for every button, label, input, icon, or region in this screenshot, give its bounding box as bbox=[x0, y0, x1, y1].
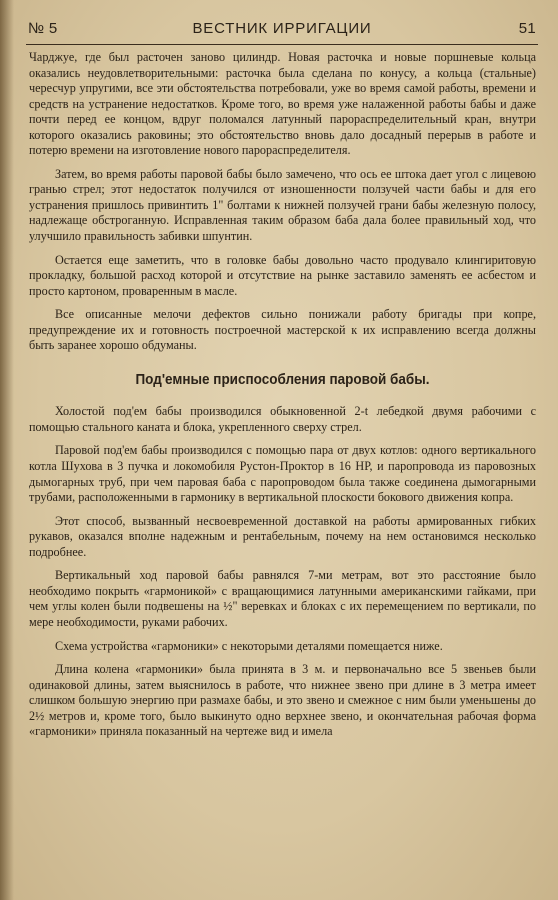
paragraph: Затем, во время работы паровой бабы было замечено, что ось ее штока дает угол с лицевою гранью стрел; этот недостаток получился от изношенности ползучей части бабы и для его устранения пришлось привинтить 1" болтами к нижней ползучей грани бабы железную полосу, надлежаще обстроганную. Исправленная таким образом баба дала более правильный ход, что улучшило правильность забивки шпунтин. bbox=[29, 166, 536, 244]
paragraph: Остается еще заметить, что в головке бабы довольно часто продувало клингиритовую прокладку, большой расход которой и отсутствие на рынке заставило заменять ее асбестом и просто картоном, проваренным в масле. bbox=[29, 252, 536, 298]
binding-shadow bbox=[0, 0, 14, 900]
journal-title: ВЕСТНИК ИРРИГАЦИИ bbox=[192, 20, 372, 37]
paragraph: Холостой под'ем бабы производился обыкновенной 2-t лебедкой двумя рабочими с помощью стального каната и блока, укрепленного сверху стрел. bbox=[29, 404, 536, 434]
issue-number: № 5 bbox=[28, 20, 58, 37]
header-rule bbox=[26, 44, 538, 45]
page-number: 51 bbox=[518, 20, 536, 37]
paragraph: Длина колена «гармоники» была принята в 3 м. и первоначально все 5 звеньев были одинаковой длины, затем выяснилось в работе, что нижнее звено при длине в 3 метра имеет слишком большую энергию при размахе бабы, и это звено и смежное с ним были уменьшены до 2½ метров и, кроме того, было выкинуто одно верхнее звено, и окончательная рабочая форма «гармоники» приняла показанный на чертеже вид и имела bbox=[29, 662, 536, 739]
page-header bbox=[28, 18, 536, 42]
article-body bbox=[29, 50, 536, 748]
paragraph: Все описанные мелочи дефектов сильно понижали работу бригады при копре, предупреждение их и готовность построечной мастерской к их исправлению всегда должны быть заранее хорошо обдуманы. bbox=[29, 307, 536, 353]
paragraph: Чарджуе, где был расточен заново цилиндр. Новая расточка и новые поршневые кольца оказались неудовлетворительными: расточка была сделана по конусу, а кольца (стальные) чересчур упругими, все эти обстоятельства потребовали, уже во время самой работы, времени и средств на устранение недостатков. Кроме того, во время уже налаженной работы бабы и даже почти перед ее концом, вдруг поломался латунный парораспределительный кран, внутри которого оказались раковины; это обстоятельство вновь дало досадный перерыв в работе и потерю времени на изготовление нового парораспределителя. bbox=[29, 50, 536, 158]
paragraph: Вертикальный ход паровой бабы равнялся 7-ми метрам, вот это расстояние было необходимо покрыть «гармоникой» с вращающимися латунными американскими гайками, при чем углы колен были подвешены на ½" веревках и блоках с их перемещением по вертикали, по мере необходимости, руками рабочих. bbox=[29, 568, 536, 629]
paragraph: Паровой под'ем бабы производился с помощью пара от двух котлов: одного вертикального котла Шухова в 3 пучка и локомобиля Рустон-Проктор в 16 НР, и паропровода из паровозных дымогарных труб, при чем паровая баба с паропроводом была также соединена дымогарными трубами, расположенными в гармонику в вертикальной плоскости бокового движения копра. bbox=[29, 443, 536, 505]
paragraph: Схема устройства «гармоники» с некоторыми деталями помещается ниже. bbox=[55, 638, 443, 653]
paragraph: Этот способ, вызванный несвоевременной доставкой на работы армированных гибких рукавов, оказался вполне надежным и рентабельным, почему на нем остановимся несколько подробнее. bbox=[29, 513, 536, 559]
section-heading: Под'емные приспособления паровой бабы. bbox=[135, 370, 430, 388]
